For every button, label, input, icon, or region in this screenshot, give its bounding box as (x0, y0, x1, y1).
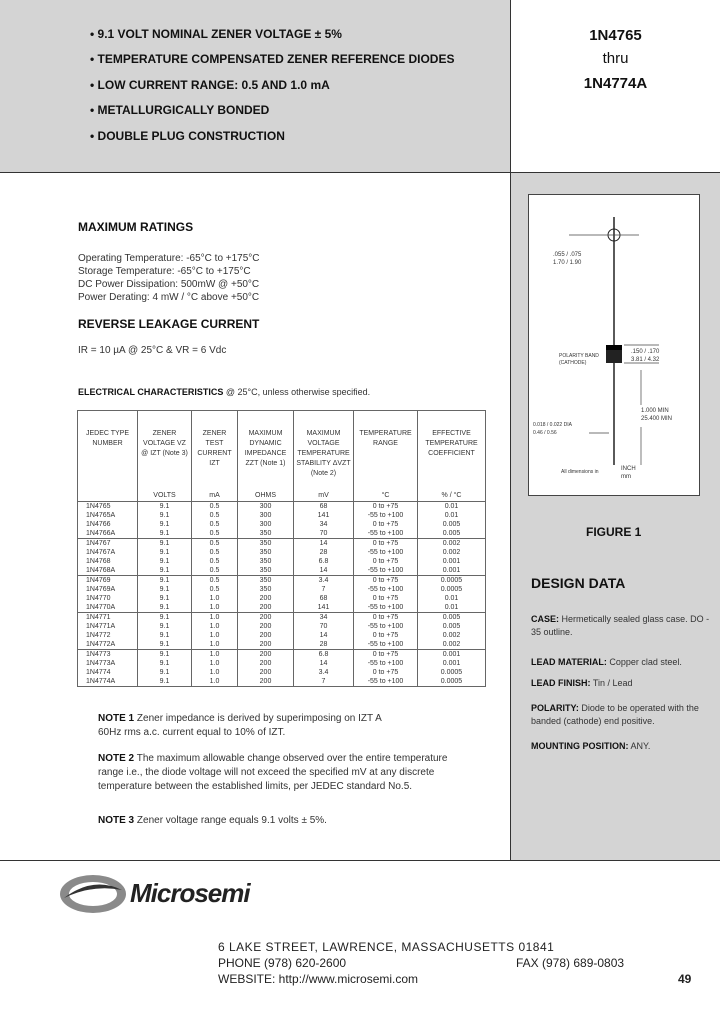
table-cell: 1N4773A (78, 659, 138, 668)
footer-phone: PHONE (978) 620-2600 (218, 956, 347, 970)
note-1 (98, 712, 398, 740)
table-cell: 68 (294, 502, 354, 512)
design-data-lead-material (531, 656, 716, 669)
table-cell: 0.01 (418, 603, 486, 613)
table-cell: 14 (294, 566, 354, 576)
table-unit-cell (78, 489, 138, 502)
figure-1-drawing (528, 194, 700, 496)
table-cell: 141 (294, 603, 354, 613)
rating-line: Operating Temperature: -65°C to +175°C (78, 253, 260, 264)
table-cell: 1N4773 (78, 650, 138, 660)
table-cell: 200 (238, 603, 294, 613)
header-divider (0, 172, 720, 173)
table-cell: 1.0 (192, 677, 238, 687)
design-data-lead-finish (531, 677, 716, 690)
feature-line: • TEMPERATURE COMPENSATED ZENER REFERENCE DIODES (90, 52, 455, 66)
table-cell: 9.1 (138, 622, 192, 631)
table-row (78, 594, 486, 603)
table-cell: 0 to +75 (354, 594, 418, 603)
dim-lead-dia-inch: .055 / .075 (553, 252, 582, 258)
note-1-text: Zener impedance is derived by superimposing on IZT A 60Hz rms a.c. current equal to 10% of IZT. (98, 713, 382, 738)
table-cell: -55 to +100 (354, 677, 418, 687)
table-cell: 9.1 (138, 650, 192, 660)
table-header-row (78, 411, 486, 490)
table-cell: 0.001 (418, 566, 486, 576)
table-cell: 1.0 (192, 640, 238, 650)
table-header-cell: MAXIMUM VOLTAGE TEMPERATURE STABILITY ΔVZT (Note 2) (294, 411, 354, 490)
table-cell: 200 (238, 594, 294, 603)
table-cell: 1.0 (192, 631, 238, 640)
table-header-cell: ZENER VOLTAGE VZ @ IZT (Note 3) (138, 411, 192, 490)
table-row (78, 613, 486, 623)
table-cell: 200 (238, 622, 294, 631)
table-cell: 350 (238, 585, 294, 594)
part-number-from: 1N4765 (589, 27, 642, 44)
dim-length (641, 407, 672, 423)
table-cell: 9.1 (138, 539, 192, 549)
table-cell: 1.0 (192, 594, 238, 603)
dim-lead-dia (553, 251, 581, 267)
table-cell: 1N4767 (78, 539, 138, 549)
units-inch: INCH (621, 466, 636, 472)
table-cell: 350 (238, 576, 294, 586)
table-cell: 14 (294, 659, 354, 668)
table-cell: 1N4774A (78, 677, 138, 687)
note-3-label: NOTE 3 (98, 815, 135, 826)
table-cell: 14 (294, 631, 354, 640)
design-data-polarity (531, 702, 716, 728)
table-cell: 1N4769A (78, 585, 138, 594)
table-row (78, 557, 486, 566)
table-cell: 9.1 (138, 613, 192, 623)
table-cell: 9.1 (138, 566, 192, 576)
table-cell: 1.0 (192, 668, 238, 677)
table-cell: 1N4767A (78, 548, 138, 557)
table-row (78, 548, 486, 557)
table-row (78, 529, 486, 539)
table-row (78, 650, 486, 660)
table-cell: 0.002 (418, 548, 486, 557)
polarity-band (606, 345, 622, 350)
table-cell: 9.1 (138, 548, 192, 557)
footer-website[interactable]: WEBSITE: http://www.microsemi.com (218, 972, 419, 986)
table-cell: 0.005 (418, 520, 486, 529)
table-units-row (78, 489, 486, 502)
note-2 (98, 752, 468, 794)
table-cell: 1N4769 (78, 576, 138, 586)
table-cell: 200 (238, 613, 294, 623)
table-cell: 1.0 (192, 650, 238, 660)
table-cell: 1N4766A (78, 529, 138, 539)
figure-caption: FIGURE 1 (586, 525, 642, 539)
design-data-heading: DESIGN DATA (531, 575, 626, 591)
table-cell: 0 to +75 (354, 502, 418, 512)
dim-lead-dia-mm: 1.70 / 1.90 (553, 260, 582, 266)
design-data-case (531, 613, 716, 639)
table-header-cell: ZENER TEST CURRENT IZT (192, 411, 238, 490)
table-row (78, 539, 486, 549)
table-cell: 7 (294, 677, 354, 687)
electrical-characteristics-table (77, 410, 486, 687)
polarity-band-label: POLARITY BAND (CATHODE) (559, 353, 599, 366)
table-header-cell: TEMPERATURE RANGE (354, 411, 418, 490)
table-cell: 350 (238, 539, 294, 549)
table-unit-cell: OHMS (238, 489, 294, 502)
note-1-label: NOTE 1 (98, 713, 135, 724)
table-cell: 0.5 (192, 520, 238, 529)
table-cell: 0 to +75 (354, 557, 418, 566)
table-cell: 6.8 (294, 557, 354, 566)
part-number-thru: thru (602, 50, 629, 67)
table-row (78, 502, 486, 512)
table-cell: 300 (238, 511, 294, 520)
table-cell: 1N4765 (78, 502, 138, 512)
table-row (78, 603, 486, 613)
table-cell: 0 to +75 (354, 613, 418, 623)
table-cell: 70 (294, 529, 354, 539)
table-cell: 1N4772A (78, 640, 138, 650)
table-cell: 0.5 (192, 557, 238, 566)
logo-swoosh-svg (58, 872, 128, 916)
table-unit-cell: °C (354, 489, 418, 502)
table-cell: 0 to +75 (354, 631, 418, 640)
table-cell: 9.1 (138, 557, 192, 566)
reverse-leakage-line: IR = 10 µA @ 25°C & VR = 6 Vdc (78, 345, 227, 356)
table-cell: 9.1 (138, 640, 192, 650)
table-cell: 9.1 (138, 668, 192, 677)
design-data-text: Diode to be operated with the banded (cathode) end positive. (531, 703, 699, 726)
table-cell: 0.005 (418, 622, 486, 631)
table-cell: 9.1 (138, 502, 192, 512)
part-number-to: 1N4774A (583, 75, 648, 92)
electrical-heading-suffix: @ 25°C, unless otherwise specified. (223, 387, 371, 397)
table-cell: 3.4 (294, 576, 354, 586)
table-cell: 1N4768A (78, 566, 138, 576)
table-cell: 9.1 (138, 520, 192, 529)
table-cell: 0.0005 (418, 576, 486, 586)
design-data-label: LEAD MATERIAL: (531, 657, 607, 667)
table-cell: 0.002 (418, 631, 486, 640)
microsemi-logo-icon (58, 872, 128, 916)
table-cell: 9.1 (138, 659, 192, 668)
max-ratings-heading: MAXIMUM RATINGS (78, 220, 194, 234)
feature-line: • METALLURGICALLY BONDED (90, 103, 270, 117)
table-unit-cell: VOLTS (138, 489, 192, 502)
design-data-text: Hermetically sealed glass case. DO - 35 outline. (531, 614, 710, 637)
microsemi-logo-text: Microsemi (130, 878, 250, 908)
table-cell: 28 (294, 640, 354, 650)
column-divider (510, 0, 511, 860)
table-cell: 0.5 (192, 529, 238, 539)
note-3 (98, 814, 468, 828)
table-cell: 3.4 (294, 668, 354, 677)
table-cell: -55 to +100 (354, 622, 418, 631)
table-cell: 141 (294, 511, 354, 520)
table-cell: 300 (238, 502, 294, 512)
design-data-label: LEAD FINISH: (531, 678, 591, 688)
note-2-label: NOTE 2 (98, 753, 135, 764)
table-cell: 0.5 (192, 548, 238, 557)
table-cell: 1.0 (192, 613, 238, 623)
table-cell: 200 (238, 650, 294, 660)
table-cell: 0.002 (418, 539, 486, 549)
table-cell: 1N4765A (78, 511, 138, 520)
note-2-text: The maximum allowable change observed over the entire temperature range i.e., the diode voltage will not exceed the specified mV at any discrete temperature between the established limits, per JEDEC standard No.5. (98, 753, 448, 792)
table-cell: 1N4770A (78, 603, 138, 613)
table-cell: 0.5 (192, 511, 238, 520)
table-row (78, 511, 486, 520)
table-cell: 9.1 (138, 585, 192, 594)
dim-body-inch: .150 / .170 (631, 349, 660, 355)
table-cell: 1N4774 (78, 668, 138, 677)
electrical-heading-title: ELECTRICAL CHARACTERISTICS (78, 387, 224, 397)
table-cell: 9.1 (138, 529, 192, 539)
feature-line: • 9.1 VOLT NOMINAL ZENER VOLTAGE ± 5% (90, 27, 342, 41)
table-cell: -55 to +100 (354, 640, 418, 650)
table-cell: 0.5 (192, 539, 238, 549)
table-cell: 1N4771 (78, 613, 138, 623)
rating-line: Power Derating: 4 mW / °C above +50°C (78, 292, 260, 303)
table-cell: -55 to +100 (354, 511, 418, 520)
table-cell: 14 (294, 539, 354, 549)
table-cell: 28 (294, 548, 354, 557)
table-cell: 9.1 (138, 677, 192, 687)
table-row (78, 659, 486, 668)
design-data-text: Copper clad steel. (606, 657, 682, 667)
table-row (78, 677, 486, 687)
dim-length-inch: 1.000 MIN (641, 408, 669, 414)
table-cell: 0.001 (418, 650, 486, 660)
table-cell: 0 to +75 (354, 520, 418, 529)
table-cell: 0.001 (418, 557, 486, 566)
electrical-heading (78, 387, 370, 397)
table-unit-cell: mA (192, 489, 238, 502)
table-cell: 200 (238, 640, 294, 650)
table-cell: 0 to +75 (354, 650, 418, 660)
table-cell: 0.01 (418, 502, 486, 512)
table-header-cell: MAXIMUM DYNAMIC IMPEDANCE ZZT (Note 1) (238, 411, 294, 490)
table-cell: 1N4771A (78, 622, 138, 631)
dim-wire-inch: 0.018 / 0.022 (533, 422, 563, 428)
table-cell: 200 (238, 677, 294, 687)
table-cell: 70 (294, 622, 354, 631)
page-number: 49 (678, 972, 692, 986)
table-cell: 0.01 (418, 594, 486, 603)
table-cell: 1N4770 (78, 594, 138, 603)
table-cell: 0.0005 (418, 677, 486, 687)
footer-address: 6 LAKE STREET, LAWRENCE, MASSACHUSETTS 01841 (218, 940, 555, 954)
table-header-cell: JEDEC TYPE NUMBER (78, 411, 138, 490)
table-cell: 9.1 (138, 511, 192, 520)
table-cell: 0.5 (192, 566, 238, 576)
table-unit-cell: % / °C (418, 489, 486, 502)
footer-divider (0, 860, 720, 861)
table-cell: -55 to +100 (354, 566, 418, 576)
table-cell: 0 to +75 (354, 576, 418, 586)
table-cell: 0.5 (192, 585, 238, 594)
table-cell: 1N4766 (78, 520, 138, 529)
table-cell: 34 (294, 520, 354, 529)
table-row (78, 668, 486, 677)
design-data-label: MOUNTING POSITION: (531, 741, 629, 751)
table-row (78, 631, 486, 640)
design-data-text: ANY. (628, 741, 651, 751)
table-cell: 1.0 (192, 603, 238, 613)
diode-outline-svg (529, 195, 699, 495)
table-cell: 0.005 (418, 613, 486, 623)
table-cell: 9.1 (138, 631, 192, 640)
table-cell: -55 to +100 (354, 659, 418, 668)
table-cell: 0 to +75 (354, 539, 418, 549)
dim-wire-mm: 0.46 / 0.56 (533, 430, 557, 436)
table-cell: 0.002 (418, 640, 486, 650)
note-3-text: Zener voltage range equals 9.1 volts ± 5%. (134, 815, 327, 826)
table-cell: 0.01 (418, 511, 486, 520)
table-cell: 0.0005 (418, 585, 486, 594)
feature-line: • DOUBLE PLUG CONSTRUCTION (90, 129, 285, 143)
table-row (78, 520, 486, 529)
table-cell: 0.0005 (418, 668, 486, 677)
table-cell: 1.0 (192, 622, 238, 631)
dim-wire (533, 421, 572, 437)
footer-fax: FAX (978) 689-0803 (516, 956, 625, 970)
table-row (78, 640, 486, 650)
dim-body (631, 348, 659, 364)
table-cell: 350 (238, 566, 294, 576)
table-cell: 350 (238, 529, 294, 539)
table-row (78, 622, 486, 631)
units-label (621, 465, 636, 481)
table-row (78, 566, 486, 576)
rating-line: Storage Temperature: -65°C to +175°C (78, 266, 251, 277)
table-cell: 0 to +75 (354, 668, 418, 677)
design-data-label: POLARITY: (531, 703, 579, 713)
dim-body-mm: 3.81 / 4.32 (631, 357, 660, 363)
table-cell: 68 (294, 594, 354, 603)
table-cell: 1N4768 (78, 557, 138, 566)
table-cell: 7 (294, 585, 354, 594)
table-cell: 300 (238, 520, 294, 529)
table-cell: 0.5 (192, 576, 238, 586)
table-cell: 200 (238, 631, 294, 640)
design-data-text: Tin / Lead (590, 678, 633, 688)
table-cell: 9.1 (138, 576, 192, 586)
reverse-leakage-heading: REVERSE LEAKAGE CURRENT (78, 317, 260, 331)
table-cell: 200 (238, 659, 294, 668)
table-cell: 0.001 (418, 659, 486, 668)
all-dims-label: All dimensions in (561, 469, 599, 475)
table-cell: 1.0 (192, 659, 238, 668)
dim-length-mm: 25.400 MIN (641, 416, 673, 422)
table-header-cell: EFFECTIVE TEMPERATURE COEFFICIENT (418, 411, 486, 490)
table-cell: 34 (294, 613, 354, 623)
table-unit-cell: mV (294, 489, 354, 502)
table-cell: -55 to +100 (354, 603, 418, 613)
table-cell: 9.1 (138, 603, 192, 613)
dim-wire-dia: DIA (563, 422, 572, 428)
table-cell: 6.8 (294, 650, 354, 660)
feature-line: • LOW CURRENT RANGE: 0.5 AND 1.0 mA (90, 78, 330, 92)
table-cell: -55 to +100 (354, 585, 418, 594)
table-cell: 200 (238, 668, 294, 677)
table-cell: -55 to +100 (354, 529, 418, 539)
design-data-mounting (531, 740, 716, 753)
table-cell: 0.5 (192, 502, 238, 512)
table-cell: 0.005 (418, 529, 486, 539)
design-data-label: CASE: (531, 614, 560, 624)
table-cell: 1N4772 (78, 631, 138, 640)
table-cell: 350 (238, 548, 294, 557)
table-cell: 9.1 (138, 594, 192, 603)
table-row (78, 585, 486, 594)
table-row (78, 576, 486, 586)
units-mm: mm (621, 474, 631, 480)
table-cell: -55 to +100 (354, 548, 418, 557)
table-cell: 350 (238, 557, 294, 566)
rating-line: DC Power Dissipation: 500mW @ +50°C (78, 279, 260, 290)
